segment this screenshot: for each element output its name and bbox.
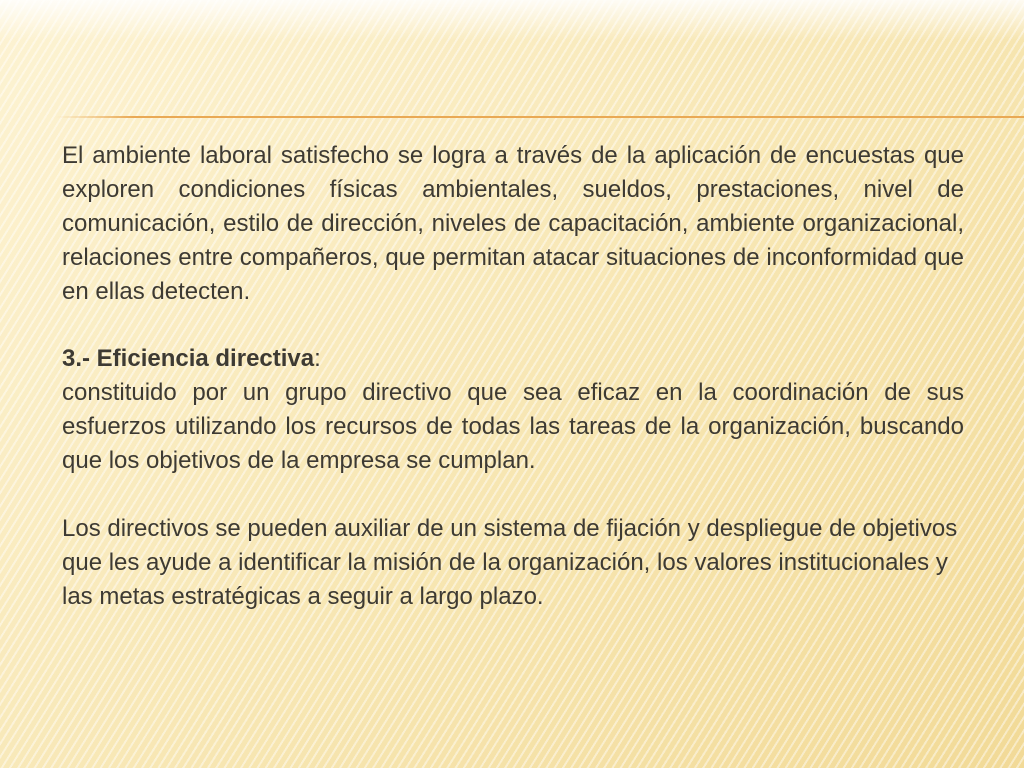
paragraph-eficiencia-directiva: constituido por un grupo directivo que sea eficaz en la coordinación de sus esfuerzos utilizando los recursos de todas las tareas de la organización, buscando que los objetivos de la empresa se cumplan. xyxy=(62,379,964,474)
section-heading xyxy=(62,342,964,376)
section-heading-text: 3.- Eficiencia directiva xyxy=(62,345,315,372)
paragraph-ambiente-laboral: El ambiente laboral satisfecho se logra a través de la aplicación de encuestas que exploren condiciones físicas ambientales, sueldos, prestaciones, nivel de comunicación, estilo de dirección, niveles de capacitación, ambiente organizacional, relaciones entre compañeros, que permitan atacar situaciones de inconformidad que en ellas detecten. xyxy=(62,142,964,305)
top-fade xyxy=(0,0,1024,40)
title-divider-line xyxy=(56,116,1024,118)
section-heading-colon: : xyxy=(314,345,321,372)
paragraph-directivos: Los directivos se pueden auxiliar de un sistema de fijación y despliegue de objetivos que les ayude a identificar la misión de la organización, los valores institucionales y las metas estratégicas a seguir a largo plazo. xyxy=(62,515,958,610)
slide-body xyxy=(62,139,964,614)
